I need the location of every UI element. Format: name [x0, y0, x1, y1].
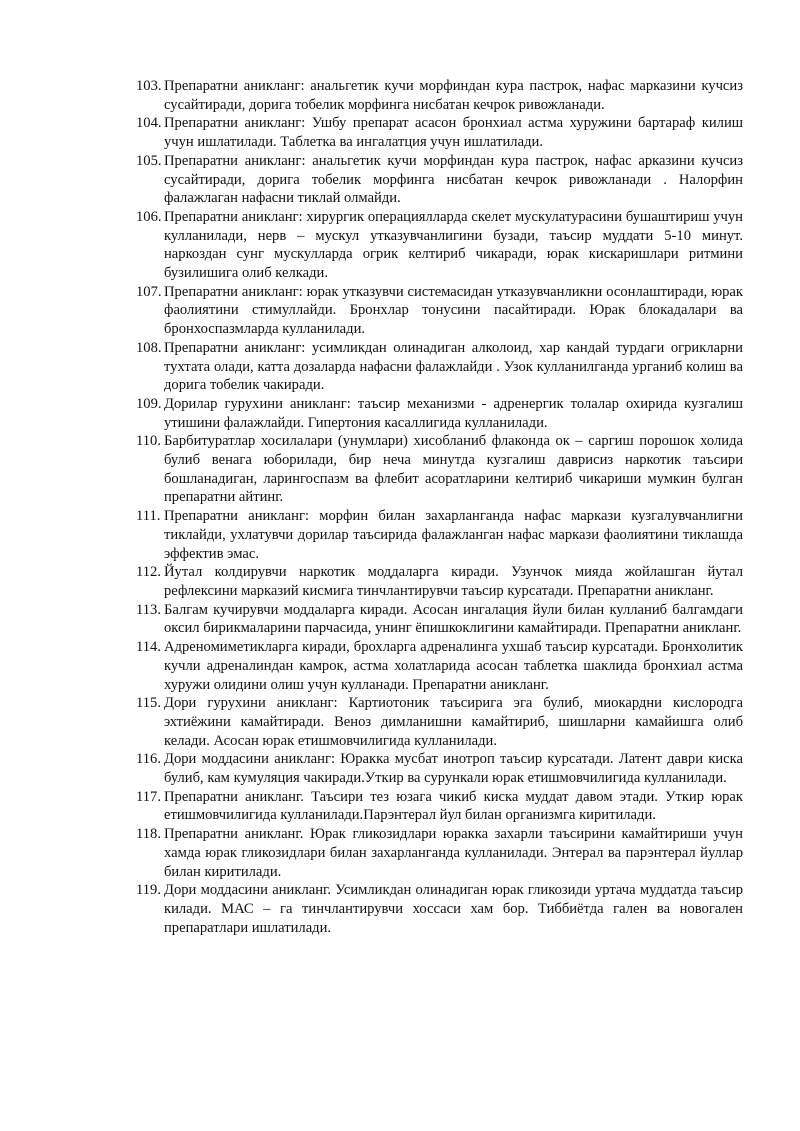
question-item [136, 432, 743, 507]
question-text: Адреномиметикларга киради, брохларга адреналинга ухшаб таъсир курсатади. Бронхолитик кучли адреналиндан камрок, астма холатларида асосан таблетка шаклида бронхиал астма хуружи олидини олиш учун кулланади. Препаратни аникланг. [164, 639, 743, 693]
question-text: Препаратни аникланг: морфин билан захарланганда нафас маркази кузгалувчанлигни тиклайди, ухлатувчи дорилар таъсирида фалажланган нафас маркази фаолиятини тиклашда эффектив эмас. [164, 508, 743, 562]
question-text: Дори гурухини аникланг: Картиотоник таъсирига эга булиб, миокардни кислородга эхтиёжини камайтиради. Веноз димланишни камайтириб, шишларни камайишга олиб келади. Асосан юрак етишмовчилигида кулланилади. [164, 695, 743, 749]
question-item [136, 114, 743, 151]
question-text: Дори моддасини аникланг. Усимликдан олинадиган юрак гликозиди уртача муддатда таъсир килади. МАС – га тинчлантирувчи хоссаси хам бор. Тиббиётда гален ва новогален препаратлари ишлатилади. [164, 882, 743, 936]
question-item [136, 788, 743, 825]
question-text: Препаратни аникланг: юрак утказувчи системасидан утказувчанликни осонлаштиради, юрак фаолиятини стимуллайди. Бронхлар тонусини пасайтиради. Юрак блокадалари ва бронхоспазмларда кулланилади. [164, 283, 743, 338]
question-item [136, 750, 743, 787]
question-text: Йутал колдирувчи наркотик моддаларга киради. Узунчок мияда жойлашган йутал рефлексини марказий кисмига тинчлантирувчи таъсир курсатади. Препаратни аникланг. [164, 564, 743, 599]
question-number: 103. [136, 78, 162, 94]
question-item [136, 77, 743, 114]
question-item [136, 283, 743, 339]
question-number: 118. [136, 826, 161, 843]
question-item [136, 825, 743, 881]
question-item [136, 152, 743, 208]
question-item [136, 339, 743, 395]
question-item [136, 694, 743, 750]
question-text: Барбитуратлар хосилалари (унумлари) хисобланиб флаконда ок – саргиш порошок холида булиб венага юборилади, бир неча минутда кузгалиш даврисиз наркотик таъсири бошланадиган, ларингоспазм ва флебит асоратларини келтириб чикариши мумкин булган препаратни айтинг. [164, 433, 743, 506]
question-number: 107. [136, 283, 162, 300]
question-item [136, 881, 743, 937]
question-text: Препаратни аникланг: анальгетик кучи морфиндан кура пастрок, нафас марказини кучсиз сусайтиради, дорига тобелик морфинга нисбатан кечрок ривожланади. [164, 78, 743, 113]
question-text: Дори моддасини аникланг: Юракка мусбат инотроп таъсир курсатади. Латент даври киска булиб, кам кумуляция чакиради.Уткир ва сурункали юрак етишмовчилигида кулланилади. [164, 751, 743, 787]
question-item [136, 563, 743, 600]
question-list [136, 77, 743, 937]
question-number: 117. [136, 788, 161, 805]
question-text: Балгам кучирувчи моддаларга киради. Асосан ингалация йули билан кулланиб балгамдаги оксил бирикмаларини парчасида, унинг ёпишкоклигини камайтиради. Препаратни аникланг. [164, 601, 743, 637]
question-item [136, 507, 743, 563]
question-number: 110. [136, 433, 161, 450]
question-number: 111. [136, 508, 161, 525]
question-text: Препаратни аникланг. Юрак гликозидлари юракка захарли таъсирини камайтириши учун хамда юрак гликозидлари билан захарланганда кулланилади. Энтерал ва парэнтерал йуллар билан киритилади. [164, 826, 743, 880]
question-text: Препаратни аникланг: Ушбу препарат асасон бронхиал астма хуружини бартараф килиш учун ишлатилади. Таблетка ва ингалатция учун ишлатилади. [164, 115, 743, 151]
question-number: 109. [136, 395, 162, 412]
question-number: 106. [136, 208, 162, 225]
question-number: 108. [136, 339, 162, 356]
question-text: Препаратни аникланг: анальгетик кучи морфиндан кура пастрок, нафас арказини кучсиз сусайтиради, дорига тобелик морфинга нисбатан кечрок ривожланади . Налорфин фалажлаган нафасни тиклай олмайди. [164, 152, 743, 207]
question-number: 112. [136, 564, 161, 581]
question-text: Препаратни аникланг: хирургик операциялларда скелет мускулатурасини бушаштириш учун кулланилади, нерв – мускул утказувчанлигини бузади, таъсир муддати 5-10 минут. наркоздан сунг мускулларда огрик келтириб чикаради, юрак кискаришлари ритмини бузилишига олиб келкади. [164, 208, 743, 282]
question-text: Препаратни аникланг. Таъсири тез юзага чикиб киска муддат давом этади. Уткир юрак етишмовчилигида кулланилади.Парэнтерал йул билан организмга киритилади. [164, 788, 743, 824]
question-text: Дорилар гурухини аникланг: таъсир механизми - адренергик толалар охирида кузгалиш утишини фалажлайди. Гипертония касаллигида кулланилади. [164, 395, 743, 431]
question-number: 119. [136, 882, 161, 899]
question-text: Препаратни аникланг: усимликдан олинадиган алколоид, хар кандай турдаги огрикларни тухтата олади, катта дозаларда нафасни фалажлайди . Узок кулланилганда урганиб колиш ва дорига тобелик чакиради. [164, 339, 743, 394]
question-number: 105. [136, 152, 162, 169]
question-number: 104. [136, 115, 162, 132]
question-number: 115. [136, 695, 161, 712]
question-number: 113. [136, 601, 161, 618]
question-number: 116. [136, 751, 161, 768]
question-item [136, 395, 743, 432]
question-number: 114. [136, 639, 161, 656]
question-item [136, 601, 743, 638]
question-item [136, 638, 743, 694]
question-item [136, 208, 743, 283]
